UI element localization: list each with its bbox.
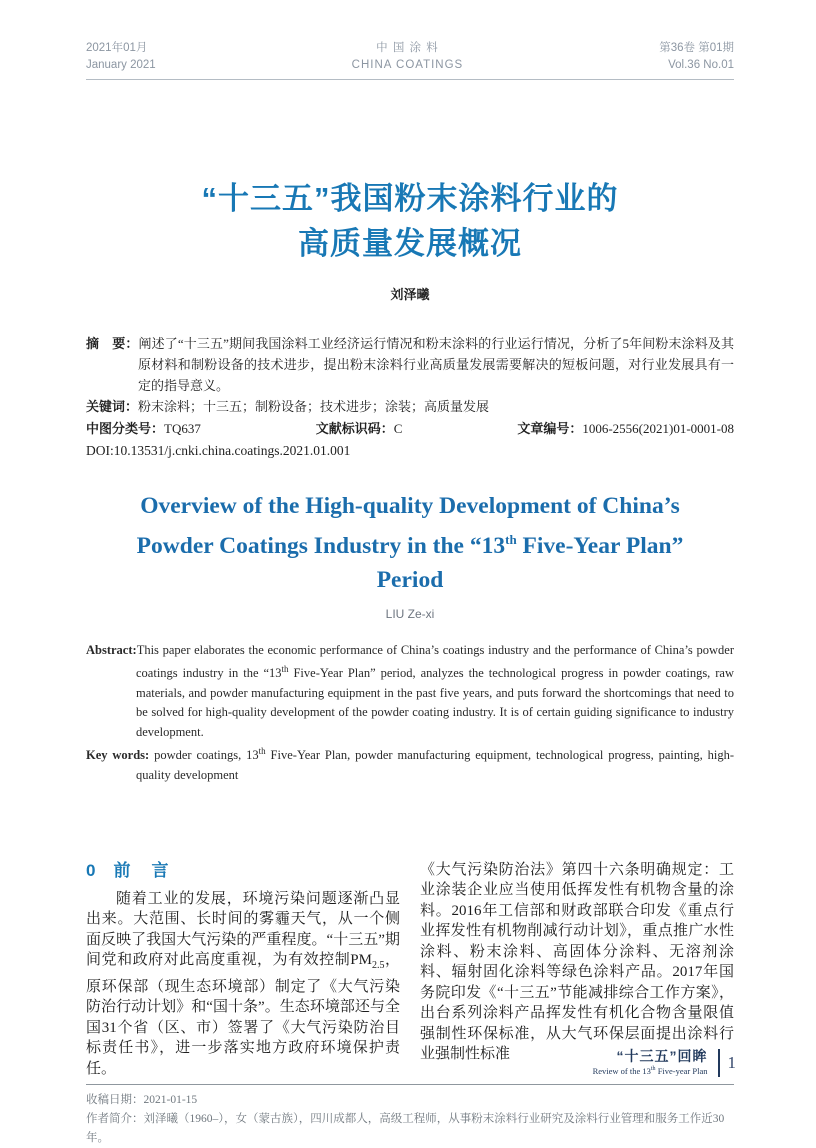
clc-field — [86, 418, 201, 439]
clc-label: 中图分类号： — [86, 421, 165, 436]
header-issue-en: Vol.36 No.01 — [668, 59, 734, 71]
header-journal-en: CHINA COATINGS — [351, 59, 464, 71]
body-left-pre: 随着工业的发展，环境污染问题逐渐凸显出来。大范围、长时间的雾霾天气，从一个侧面反映了我国大气污染的严重程度。“十三五”期间党和政府对此高度重视，为有效控制PM — [86, 890, 400, 969]
body-left-sub: 2.5 — [371, 960, 385, 972]
keywords-en — [86, 742, 734, 785]
footer-column-en-sup: th — [650, 1066, 656, 1073]
abstract-en-label: Abstract: — [86, 642, 137, 657]
header-issue — [659, 40, 734, 74]
author-bio-label: 作者简介： — [86, 1113, 144, 1126]
article-id-label: 文章编号： — [517, 421, 583, 436]
abstract-en-sup: th — [281, 664, 289, 675]
header-journal-cn: 中 国 涂 料 — [376, 42, 439, 54]
keywords-cn — [86, 396, 734, 417]
abstract-en-pre: This paper elaborates the economic performance of China’s coatings industry and the performance of China’s powder coatings industry in the “13 — [136, 642, 734, 681]
received-date-line — [86, 1091, 734, 1110]
doi: DOI:10.13531/j.cnki.china.coatings.2021.01.001 — [86, 443, 351, 458]
header-date-cn: 2021年01月 — [86, 42, 148, 54]
body-column-right — [420, 860, 734, 1080]
body-paragraph-left — [86, 889, 400, 1080]
clc-value: TQ637 — [164, 421, 201, 436]
article-title-en-line2 — [86, 523, 734, 563]
doc-code-field — [316, 418, 403, 439]
doc-code-value: C — [393, 421, 403, 436]
body-paragraph-right: 《大气污染防治法》第四十六条明确规定：工业涂装企业应当使用低挥发性有机物含量的涂料。2016年工信部和财政部联合印发《重点行业挥发性有机物削减行动计划》，重点推广水性涂料、粉末涂料、高固体分涂料、无溶剂涂料、辐射固化涂料等绿色涂料产品。2017年国务院印发《“十三五”节能减排综合工作方案》，出台系列涂料产品挥发性有机化合物含量限值强制性环保标准，从大气环保层面提出涂料行业强制性标准 — [420, 861, 734, 1063]
article-body — [86, 860, 734, 1080]
section-number: 0 — [86, 860, 96, 880]
section-heading — [86, 860, 400, 882]
header-date — [86, 40, 156, 74]
article-title-cn-line1: “十三五”我国粉末涂料行业的 — [201, 181, 619, 216]
footer-column-en-post: Five-year Plan — [655, 1066, 708, 1076]
article-title-en-line3: Period — [376, 566, 444, 593]
footer-column-en — [593, 1064, 708, 1077]
abstract-cn — [86, 333, 734, 396]
abstract-cn-label: 摘 要： — [86, 336, 139, 351]
footer-divider-bar — [718, 1049, 720, 1077]
header-date-en: January 2021 — [86, 59, 156, 71]
header-issue-cn: 第36卷 第01期 — [659, 42, 734, 54]
abstract-en — [86, 641, 734, 743]
abstract-cn-text: 阐述了“十三五”期间我国涂料工业经济运行情况和粉末涂料的行业运行情况，分析了5年间粉末涂料及其原材料和制粉设备的技术进步，提出粉末涂料行业高质量发展需要解决的短板问题，对行业发展具有一定的指导意义。 — [138, 336, 734, 393]
article-id-value: 1006-2556(2021)01-0001-08 — [582, 421, 734, 436]
author-cn: 刘泽曦 — [390, 287, 430, 302]
article-title-cn-line2: 高质量发展概况 — [298, 226, 522, 261]
article-id-field — [517, 418, 734, 439]
header-journal-name — [352, 40, 464, 74]
classification-row — [86, 418, 734, 439]
body-column-left — [86, 860, 400, 1080]
received-date-label: 收稿日期： — [86, 1094, 144, 1107]
keywords-en-label: Key words: — [86, 748, 150, 763]
body-left-post: ，原环保部（现生态环境部）制定了《大气污染防治行动计划》和“国十条”。生态环境部还与全国31个省（区、市）签署了《大气污染防治目标责任书》，进一步落实地方政府环境保护责任。 — [86, 952, 400, 1077]
doc-code-label: 文献标识码： — [315, 421, 394, 436]
title-en-line2-post: Five-Year Plan” — [516, 532, 684, 559]
page-footer — [593, 1048, 736, 1077]
article-title-cn — [86, 176, 734, 266]
author-bio-line — [86, 1110, 734, 1148]
title-en-line2-pre: Powder Coatings Industry in the “13 — [136, 532, 506, 559]
footnote — [86, 1084, 734, 1148]
page-number: 1 — [727, 1052, 736, 1072]
meta-block-cn — [86, 333, 734, 461]
keywords-en-sup: th — [258, 746, 266, 757]
title-en-line2-sup: th — [505, 532, 517, 547]
footer-column-en-pre: Review of the 13 — [592, 1066, 651, 1076]
journal-header — [86, 0, 734, 74]
article-title-en — [86, 489, 734, 597]
keywords-en-pre: powder coatings, 13 — [149, 748, 259, 763]
received-date-value: 2021-01-15 — [143, 1094, 198, 1107]
article-title-en-line1: Overview of the High-quality Development of China’s — [140, 493, 680, 519]
section-title: 前 言 — [113, 860, 171, 880]
keywords-cn-label: 关键词： — [86, 399, 139, 414]
abstract-en-post: Five-Year Plan” period, analyzes the technological progress in powder coatings, raw materials, and powder manufacturing equipment in the past five years, and puts forward the shortcomings that need to be solved for high-quality development of the powder coating industry. It is of certain guiding significance to industry development. — [136, 666, 735, 739]
footer-column-title — [593, 1048, 708, 1077]
author-bio-value: 刘泽曦（1960–），女（蒙古族），四川成都人，高级工程师，从事粉末涂料行业研究及涂料行业管理和服务工作近30年。 — [86, 1113, 725, 1145]
header-divider — [86, 79, 734, 80]
keywords-en-post: Five-Year Plan, powder manufacturing equipment, technological progress, painting, high-quality development — [136, 748, 734, 783]
footer-column-cn: “十三五”回眸 — [616, 1048, 708, 1065]
author-en: LIU Ze-xi — [385, 606, 435, 621]
keywords-cn-text: 粉末涂料；十三五；制粉设备；技术进步；涂装；高质量发展 — [138, 399, 490, 414]
